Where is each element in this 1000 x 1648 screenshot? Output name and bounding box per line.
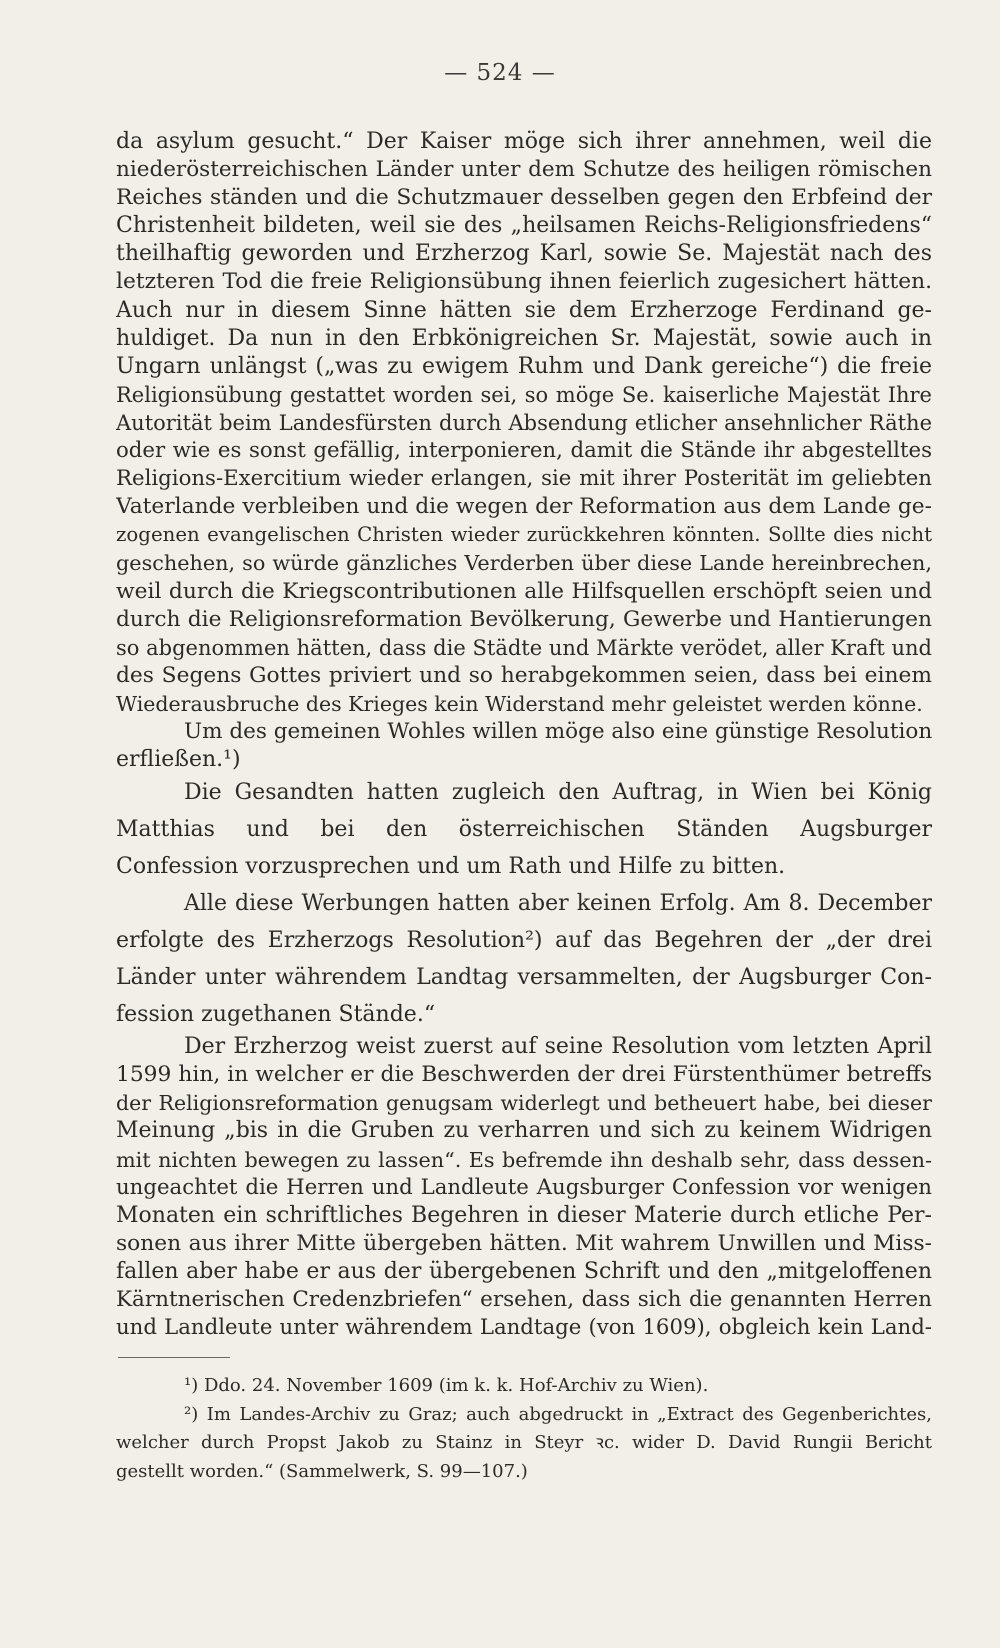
text-line: Religions-Exercitium wieder erlangen, sie mit ihrer Posterität im geliebten	[116, 466, 932, 492]
text-line: des Segens Gottes priviert und so herabgekommen seien, dass bei einem	[116, 662, 932, 688]
text-line: Reiches ständen und die Schutzmauer desselben gegen den Erbfeind der	[116, 185, 932, 211]
text-line: niederösterreichischen Länder unter dem Schutze des heiligen römischen	[116, 157, 932, 183]
text-line: fession zugethanen Stände.“	[116, 1002, 436, 1028]
footnotes	[116, 1372, 932, 1486]
text-line: Christenheit bildeten, weil sie des „heilsamen Reichs-Religionsfriedens“	[116, 213, 932, 239]
page-number: — 524 —	[444, 60, 556, 86]
text-line: sonen aus ihrer Mitte übergeben hätten. Mit wahrem Unwillen und Miss-	[116, 1230, 932, 1256]
text-line: letzteren Tod die freie Religionsübung ihnen feierlich zugesichert hätten.	[116, 269, 932, 295]
text-line: Monaten ein schriftliches Begehren in dieser Materie durch etliche Per-	[116, 1202, 932, 1228]
text-line: Autorität beim Landesfürsten durch Absendung etlicher ansehnlicher Räthe	[116, 410, 932, 435]
text-line: ungeachtet die Herren und Landleute Augsburger Confession vor wenigen	[116, 1174, 932, 1200]
footnote-divider	[118, 1357, 230, 1358]
footnote-line: ²) Im Landes-Archiv zu Graz; auch abgedruckt in „Extract des Gegenberichtes,	[184, 1403, 932, 1425]
text-line: da asylum gesucht.“ Der Kaiser möge sich ihrer annehmen, weil die	[116, 129, 932, 154]
text-line: erfließen.¹)	[116, 747, 241, 773]
text-line: 1599 hin, in welcher er die Beschwerden der drei Fürstenthümer betreffs	[116, 1062, 932, 1088]
text-line: zogenen evangelischen Christen wieder zurückkehren könnten. Sollte dies nicht	[116, 523, 932, 547]
text-line: und Landleute unter währendem Landtage (von 1609), obgleich kein Land-	[116, 1315, 932, 1341]
text-line: mit nichten bewegen zu lassen“. Es befremde ihn deshalb sehr, dass dessen-	[116, 1147, 932, 1172]
text-line: Confession vorzusprechen und um Rath und Hilfe zu bitten.	[116, 854, 786, 880]
text-line: Auch nur in diesem Sinne hätten sie dem Erzherzoge Ferdinand ge-	[116, 297, 932, 323]
body-text	[116, 128, 932, 1342]
text-line: geschehen, so würde gänzliches Verderben über diese Lande hereinbrechen,	[116, 551, 932, 576]
text-line: oder wie es sonst gefällig, interponieren, damit die Stände ihr abgestelltes	[116, 438, 932, 464]
text-line: erfolgte des Erzherzogs Resolution²) auf das Begehren der „der drei	[116, 928, 932, 954]
text-line: Der Erzherzog weist zuerst auf seine Resolution vom letzten April	[184, 1034, 932, 1060]
text-line: durch die Religionsreformation Bevölkerung, Gewerbe und Hantierungen	[116, 606, 932, 632]
text-line: weil durch die Kriegscontributionen alle Hilfsquellen erschöpft seien und	[116, 578, 932, 604]
footnote-line: welcher durch Propst Jakob zu Stainz in Steyr ꝛc. wider D. David Rungii Bericht	[116, 1432, 932, 1453]
text-line: Kärntnerischen Credenzbriefen“ ersehen, dass sich die genannten Herren	[116, 1287, 932, 1312]
text-line: fallen aber habe er aus der übergebenen Schrift und den „mitgeloffenen	[116, 1258, 932, 1284]
text-line: Die Gesandten hatten zugleich den Auftrag, in Wien bei König	[184, 780, 932, 806]
text-line: Vaterlande verbleiben und die wegen der Reformation aus dem Lande ge-	[116, 494, 932, 520]
footnote-line: ¹) Ddo. 24. November 1609 (im k. k. Hof-Archiv zu Wien).	[184, 1375, 709, 1396]
text-line: Länder unter währendem Landtag versammelten, der Augsburger Con-	[116, 965, 932, 991]
text-line: Religionsübung gestattet worden sei, so möge Se. kaiserliche Majestät Ihre	[116, 382, 932, 407]
text-line: so abgenommen hätten, dass die Städte und Märkte verödet, aller Kraft und	[116, 635, 932, 660]
text-line: theilhaftig geworden und Erzherzog Karl, sowie Se. Majestät nach des	[116, 241, 932, 267]
text-line: Ungarn unlängst („was zu ewigem Ruhm und Dank gereiche“) die freie	[116, 353, 932, 379]
text-line: huldiget. Da nun in den Erbkönigreichen Sr. Majestät, sowie auch in	[116, 325, 932, 351]
text-line: Matthias und bei den österreichischen Ständen Augsburger	[116, 817, 932, 843]
footnote-line: gestellt worden.“ (Sammelwerk, S. 99—107.)	[116, 1460, 528, 1482]
text-line: der Religionsreformation genugsam widerlegt und betheuert habe, bei dieser	[116, 1091, 932, 1116]
text-line: Meinung „bis in die Gruben zu verharren und sich zu keinem Widrigen	[116, 1118, 932, 1144]
text-line: Wiederausbruche des Krieges kein Widerstand mehr geleistet werden könne.	[116, 691, 923, 716]
text-line: Um des gemeinen Wohles willen möge also eine günstige Resolution	[184, 718, 932, 744]
text-line: Alle diese Werbungen hatten aber keinen Erfolg. Am 8. December	[184, 891, 932, 917]
